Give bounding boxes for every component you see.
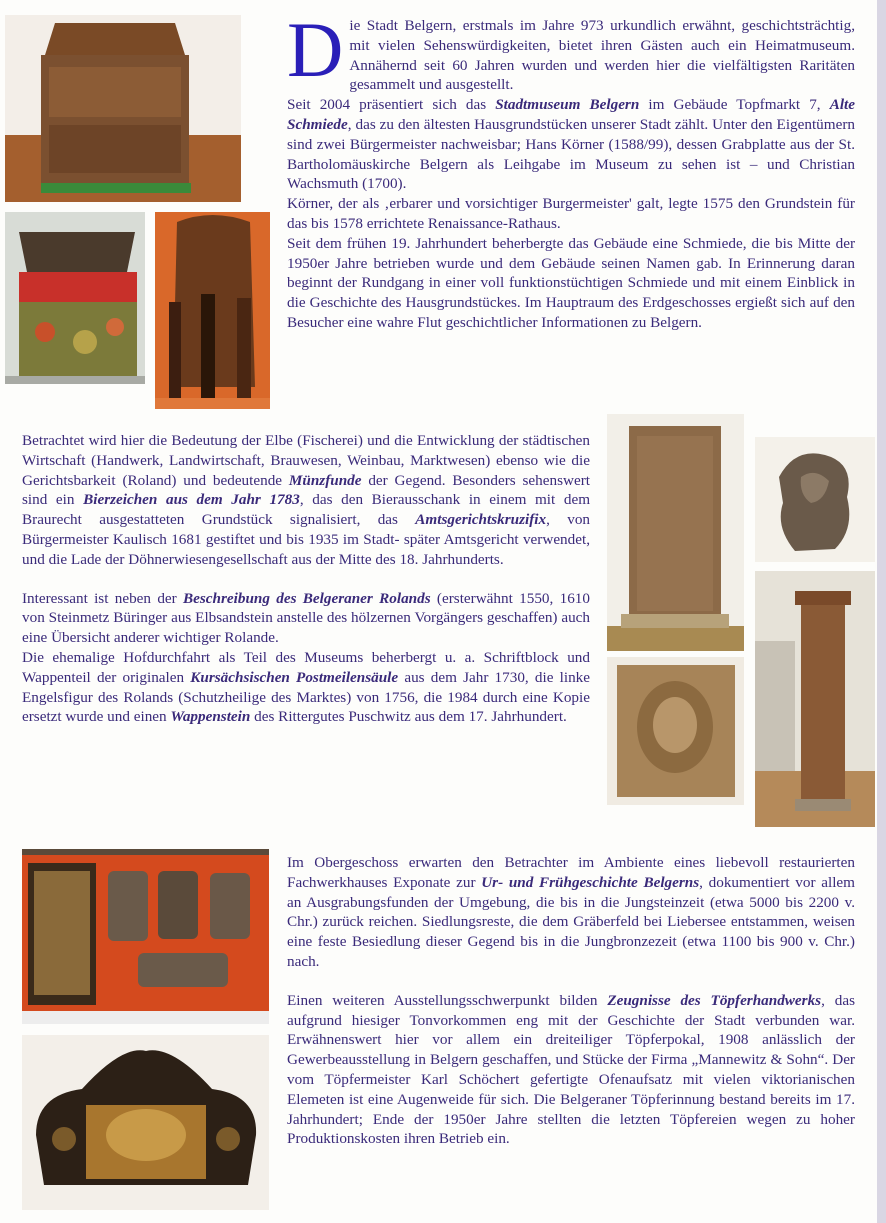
photo-stove-top xyxy=(22,1035,269,1210)
photo-milestone-column xyxy=(755,571,875,827)
upper-floor-paragraph-2: Einen weiteren Ausstellungsschwerpunkt bilden Zeugnisse des Töpferhandwerks, das aufgrund hiesiger Tonvorkommen eng mit der Geschichte der Stadt verbunden war. Erwähnenswert hier vor allem ein dreiteiliger Töpferpokal, 1908 anlässlich der Gewerbeausstellung in Belgern geschaffen, und Stücke der Firma „Mannewitz & Sohn“. Der vom Töpfermeister Karl Schöchert gefertigte Ofenaufsatz mit vielen viktorianischen Elemeten ist eine Augenweide für sich. Die Belgeraner Töpferinnung bestand bereits im 17. Jahrhundert; Ende der 1950er Jahre stellten die letzten Töpfereien wegen zu hoher Produktionskosten ihren Betrieb ein. xyxy=(287,991,855,1148)
photo-coat-of-arms-stone xyxy=(607,657,744,805)
photo-grave-slab xyxy=(607,414,744,651)
intro-paragraph-3: Körner, der als ‚erbarer und vorsichtiger Burgermeister' galt, legte 1575 den Grundstein für das bis 1578 errichtete Renaissance-Rathaus. xyxy=(287,195,855,232)
ground-floor-paragraph-2: Interessant ist neben der Beschreibung des Belgeraner Rolands (ersterwähnt 1550, 1610 von Steinmetz Büringer aus Elbsandstein anstelle des hölzernen Vorgängers geschaffen) auch eine Übersicht anderer wichtiger Rolande. xyxy=(22,589,590,647)
section-ground-floor xyxy=(22,431,590,727)
ground-floor-paragraph-3: Die ehemalige Hofdurchfahrt als Teil des Museums beherbergt u. a. Schriftblock und Wappenteil der originalen Kursächsischen Postmeilensäule aus dem Jahr 1730, die linke Engelsfigur des Rolands (Schutzheilige des Marktes) von 1756, die 1984 durch eine Kopie ersetzt wurde und einen Wappenstein des Rittergutes Puschwitz aus dem 17. Jahrhundert. xyxy=(22,648,591,726)
section-intro xyxy=(287,6,855,333)
section-upper-floor xyxy=(287,853,855,1149)
upper-floor-paragraph-1: Im Obergeschoss erwarten den Betrachter im Ambiente eines liebevoll restaurierten Fachwerkhauses Exponate zur Ur- und Frühgeschichte Belgerns, dokumentiert vor allem an Ausgrabungsfunden der Umgebung, die bis in die Jungsteinzeit (etwa 5000 bis 2200 v. Chr.) zurück reichen. Siedlungsreste, die dem Gräberfeld bei Liebersee entstammen, weisen eine feste Besiedlung dieser Gegend bis in die Jungbronzezeit (etwa 1100 bis 900 v. Chr.) nach. xyxy=(287,854,855,970)
photo-beer-sign-bottles xyxy=(155,212,270,409)
intro-paragraph-2: Seit 2004 präsentiert sich das Stadtmuseum Belgern im Gebäude Topfmarkt 7, Alte Schmiede, das zu den ältesten Hausgrundstücken unserer Stadt zählt. Unter den Eigentümern sind zwei Bürgermeister nachweisbar; Hans Körner (1588/99), dessen Grabplatte aus der St. Bartholomäuskirche Belgern als Leihgabe im Museum zu sehen ist – und Christian Wachsmuth (1700). xyxy=(287,96,855,193)
intro-paragraph-4: Seit dem frühen 19. Jahrhundert beherbergte das Gebäude eine Schmiede, die bis Mitte der 1950er Jahre betrieben wurde und dem Gebäude seinen Namen gab. In Erinnerung daran beginnt der Rundgang in einer voll funktionstüchtigen Schmiede und mit einem Einblick in die Geschichte des Hausgrundstückes. Im Hauptraum des Erdgeschosses ergießt sich auf den Besucher eine wahre Flut geschichtlicher Informationen zu Belgern. xyxy=(287,234,855,331)
ground-floor-paragraph-1: Betrachtet wird hier die Bedeutung der Elbe (Fischerei) und die Entwicklung der städtischen Wirtschaft (Handwerk, Landwirtschaft, Brauwesen, Weinbau, Marktwesen) ebenso wie die Gerichtsbarkeit (Roland) und bedeutende Münzfunde der Gegend. Besonders sehenswert sind ein Bierzeichen aus dem Jahr 1783, das den Bierausschank in einem mit dem Braurecht ausgestatteten Grundstück signalisiert, das Amtsgerichtskruzifix, von Bürgermeister Kaulisch 1681 gestiftet und bis 1935 im Stadt- später Amtsgericht verwendet, und die Lade der Döhnerwiesengesellschaft aus der Mitte des 18. Jahrhunderts. xyxy=(22,432,591,568)
page-edge-strip xyxy=(877,0,886,1223)
photo-excavation-finds xyxy=(22,849,269,1024)
photo-painted-box xyxy=(5,212,145,384)
intro-paragraph-1: Die Stadt Belgern, erstmals im Jahre 973 urkundlich erwähnt, geschichtsträchtig, mit vielen Sehenswürdigkeiten, bietet ihren Gästen auch ein Heimatmuseum. Annähernd seit 60 Jahren wurden und werden hier die vielfältigsten Raritäten gesammelt und ausgestellt. xyxy=(287,6,855,94)
photo-sculpture-fragment xyxy=(755,437,875,562)
drop-cap: D xyxy=(287,6,344,93)
photo-wooden-chest xyxy=(5,15,241,202)
